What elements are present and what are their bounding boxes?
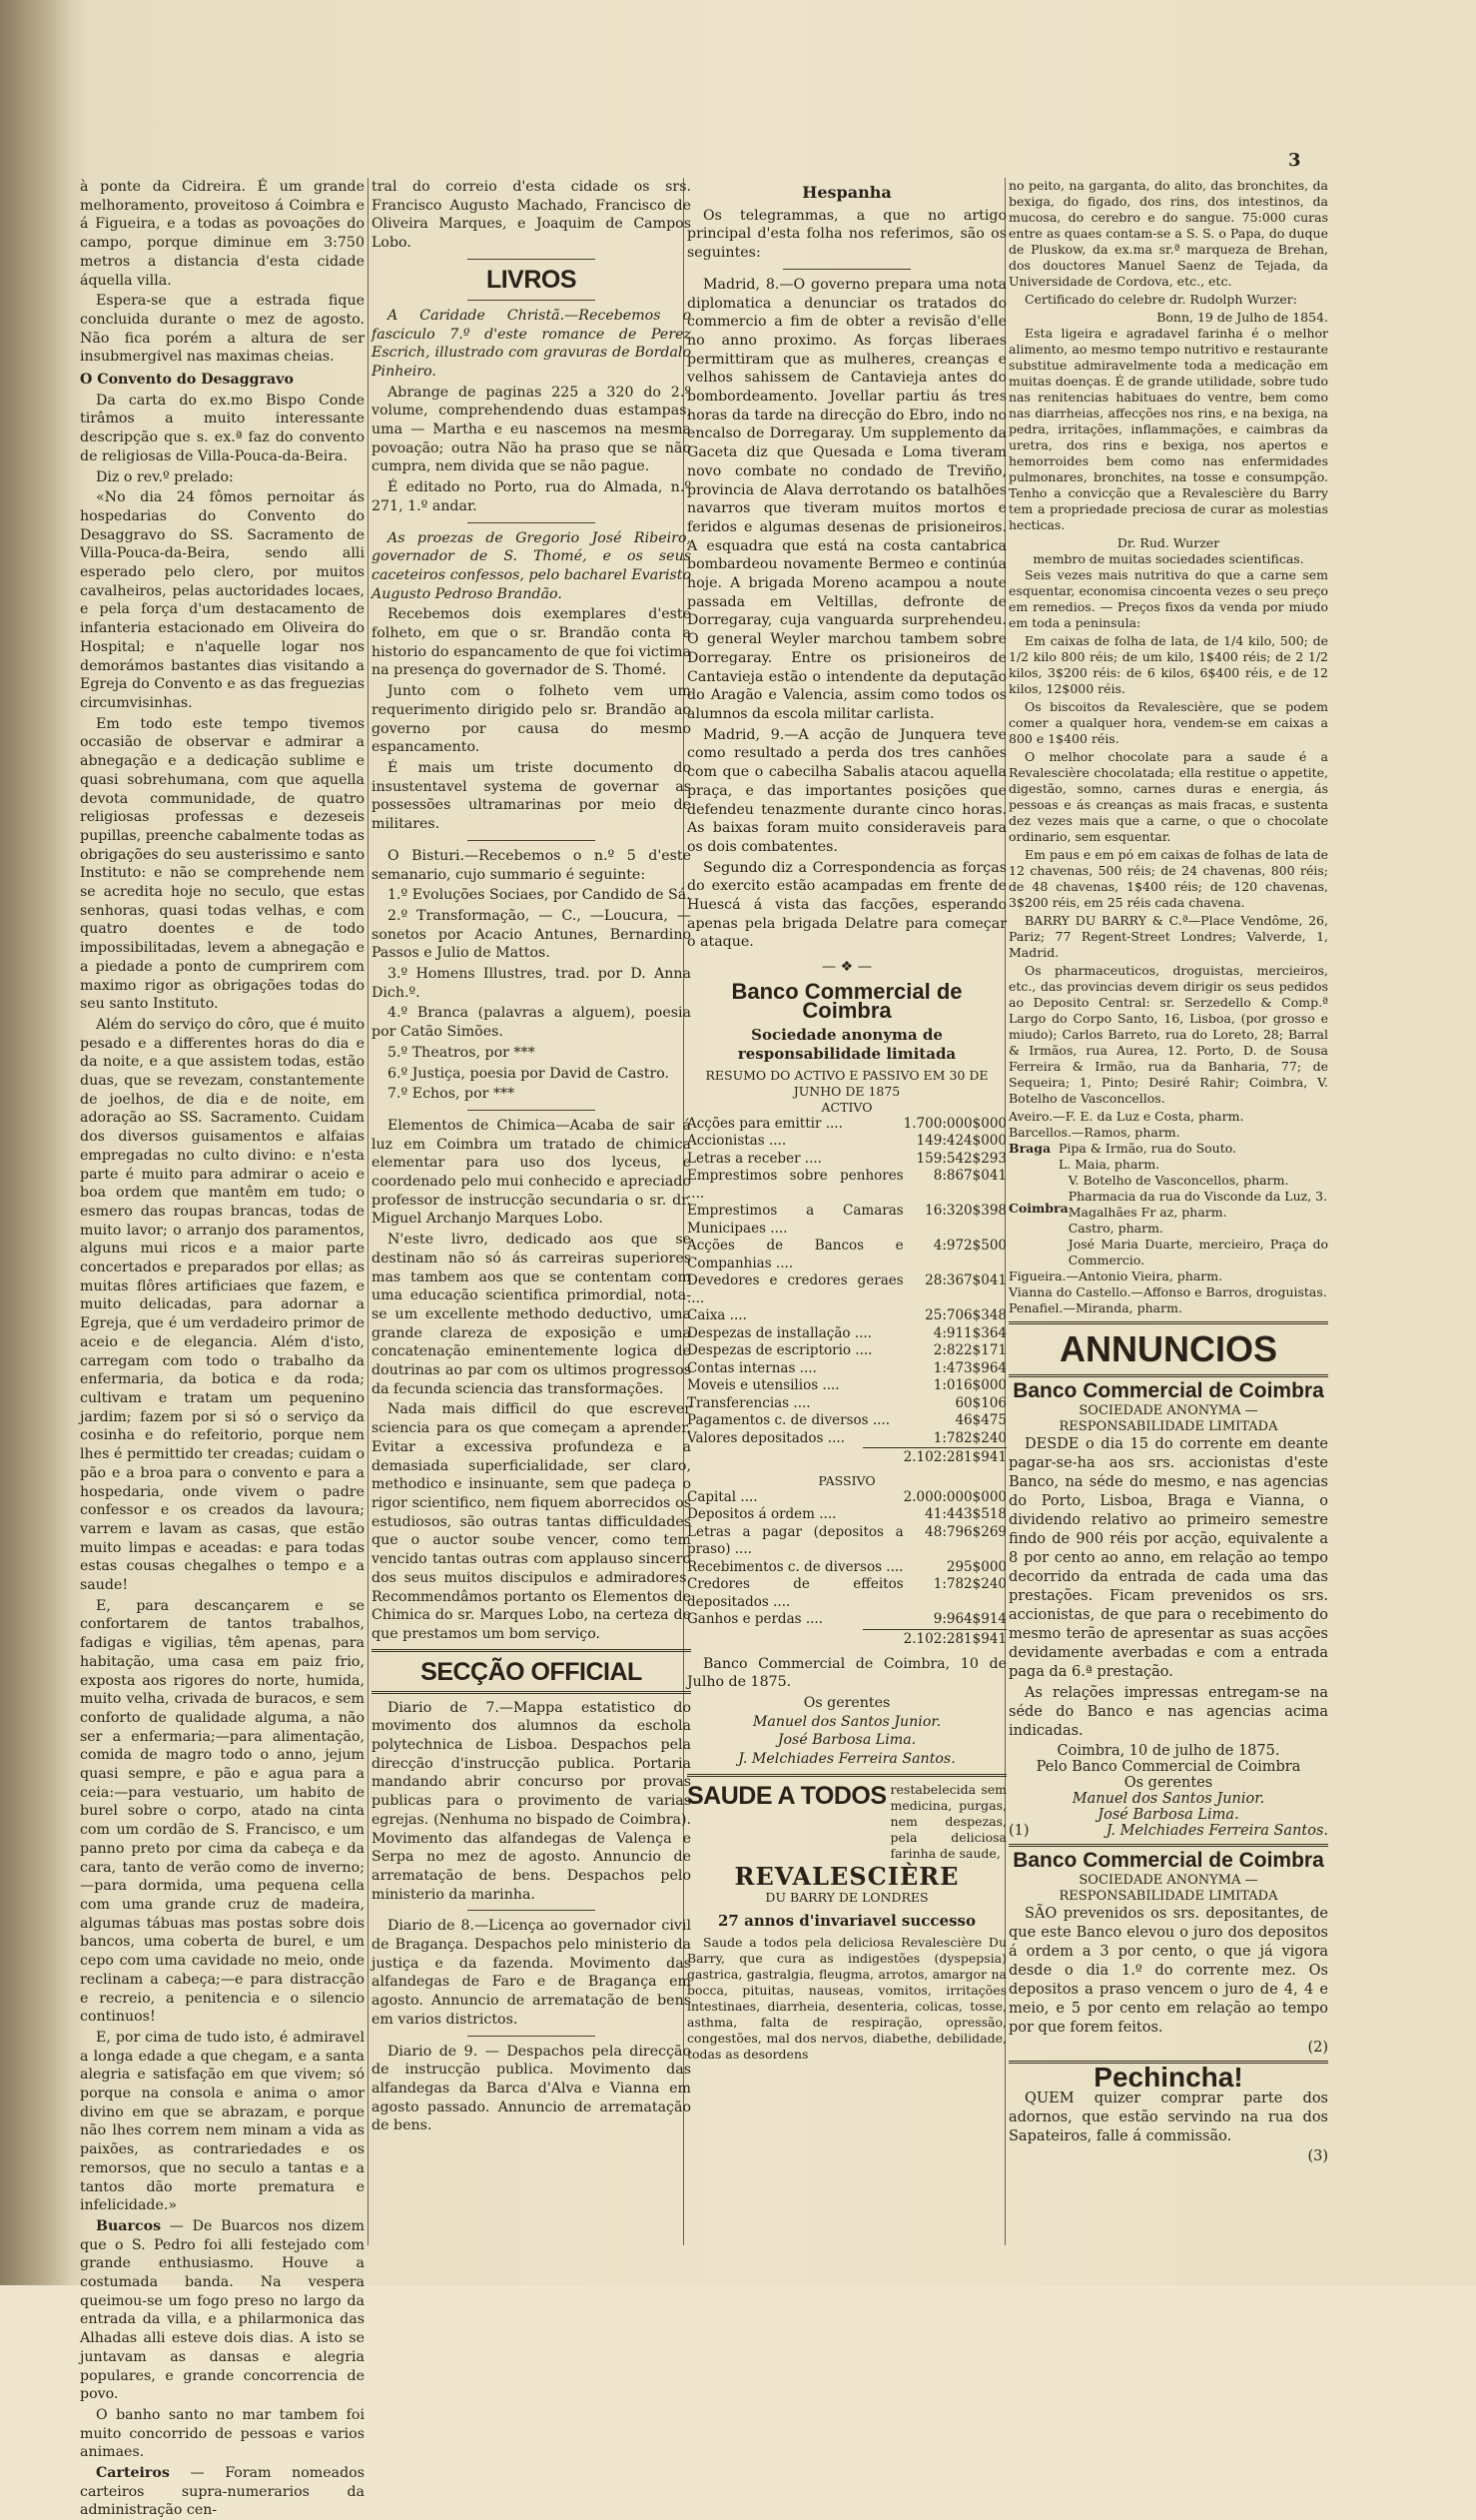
article-text: Diario de 8.—Licença ao governador civil de Bragança. Despachos pelo ministerio da justiça e da fazenda. Movimento das alfandegas de Faro e de Bragança em agosto. Annuncio de arrematação de bens em varios districtos. (371, 1918, 691, 2028)
table-cell-label: Depositos á ordem .... (687, 1506, 837, 1523)
table-row (687, 1307, 1007, 1325)
table-cell-label: Letras a pagar (depositos a praso) .... (687, 1523, 904, 1558)
table-row (687, 1524, 1007, 1559)
ad1-pelo: Pelo Banco Commercial de Coimbra (1036, 1759, 1301, 1775)
table-cell-label: Transferencias .... (687, 1394, 811, 1411)
table-cell-label: Contas internas .... (687, 1359, 817, 1376)
ad1-date: Coimbra, 10 de julho de 1875. (1057, 1743, 1280, 1759)
table-cell-label: Recebimentos c. de diversos .... (687, 1558, 904, 1575)
table-row (687, 1377, 1007, 1395)
table-row (687, 1342, 1007, 1360)
list-item: Vianna do Castello.—Affonso e Barros, droguistas. (1009, 1284, 1327, 1299)
table-cell-label: Ganhos e perdas .... (687, 1611, 824, 1628)
certificate-heading: Certificado do celebre dr. Rudolph Wurzer: (1025, 292, 1297, 307)
double-rule (371, 1649, 691, 1652)
table-cell-value: 41:443$518 (925, 1506, 1007, 1523)
table-cell-value: 2:822$171 (933, 1342, 1007, 1359)
table-row (687, 1611, 1007, 1629)
agent-name: Pharmacia da rua do Visconde da Luz, 3. (1068, 1189, 1328, 1204)
table-cell-value: 60$106 (955, 1394, 1007, 1411)
page-number: 3 (1288, 150, 1301, 171)
table-cell-value: 46$475 (955, 1412, 1007, 1429)
list-item: 3.º Homens Illustres, trad. por D. Anna Dich.º. (371, 966, 691, 1001)
section-heading: Carteiros (96, 2465, 170, 2482)
passivo-table (687, 1489, 1007, 1629)
certificate-signature: Dr. Rud. Wurzer (1116, 535, 1220, 550)
list-item (1009, 1141, 1328, 1173)
article-text: Junto com o folheto vem um requerimento dirigido pelo sr. Brandão ao governo por causa do mesmo espancamento. (371, 683, 691, 756)
article-text: Os telegrammas, a que no artigo principal d'esta folha nos referimos, são os seguintes: (687, 207, 1007, 262)
article-text: E, para descançarem e se confortarem de tantos trabalhos, fadigas e vigilias, têm apenas, para habitação, uma casa em paiz frio, exposta aos rigores do norte, humida, muito velha, crivada de buracos, e sem conforto de qualidade alguma, a não ser a enfermaria;—para alimentação, comida de magro todo o anno, jejum quasi sempre, e pão e agua para a ceia:—para vestuario, um habito de burel sobre o corpo, atado na cinta com um cordão de S. Francisco, e um panno preto por cima da cabeça e da cara, tanto de verão como de inverno;—para dormida, uma pequena cella com uma grande cruz de madeira, algumas tábuas mas postas sobre dois bancos, uma coberta de burel, e um cepo com uma cavidade no meio, onde reclinam a cabeça;—e para distracção e recreio, a penitencia e o silencio continuos! (80, 1597, 365, 2026)
table-cell-value: 1:473$964 (933, 1359, 1007, 1376)
article-text: N'este livro, dedicado aos que se destinam não só ás carreiras superiores mas tambem aos que se contentam com uma educação scientifica primordial, nota-se um excellente methodo deductivo, uma grande clareza de exposição e uma concatenação eminentemente logica de doutrinas ao par com os ultimos progressos da fecunda sciencia das transformações. (371, 1232, 691, 1397)
revalesciere-years: 27 annos d'invariavel successo (718, 1912, 976, 1931)
ad1-footer (1009, 1823, 1328, 1839)
table-cell-value: 149:424$000 (916, 1133, 1007, 1150)
separator (467, 300, 595, 301)
advert-text: Em paus e em pó em caixas de folhas de lata de 12 chavenas, 500 réis; de 24 chavenas, 800 réis; de 48 chavenas, 1$400 réis; de 120 chavenas, 3$200 réis, em 25 réis cada chavena. (1009, 847, 1328, 910)
column-1 (80, 178, 365, 2519)
list-item: 7.º Echos, por *** (387, 1086, 515, 1103)
table-cell-label: Accionistas .... (687, 1133, 787, 1150)
table-cell-value: 1:782$240 (933, 1576, 1007, 1593)
revalesciere-title: REVALESCIÈRE (734, 1861, 960, 1891)
separator (467, 2036, 595, 2037)
table-cell-value: 295$000 (946, 1558, 1007, 1575)
article-text: Em todo este tempo tivemos occasião de observar e admirar a abnegação e a dedicação sublime e quasi sobrehumana, com que aquella devota communidade, de quatro religiosas professas e dezeseis pupillas, preenche cabalmente todas as obrigações do seu austerissimo e santo Instituto: e não se comprehende nem se acredita hoje no seculo, que estas senhoras, quasi todas velhas, e com quatro doentes e de todo impossibilitadas, levem a abnegação e a piedade a ponto de cumprirem com maximo rigor as obrigações todas do seu santo Instituto. (80, 715, 365, 1013)
agent-name: Magalhães Fr az, pharm. (1068, 1205, 1227, 1220)
gerente-name: J. Melchiades Ferreira Santos. (738, 1751, 956, 1768)
table-row (687, 1430, 1007, 1448)
table-cell-value: 48:796$269 (925, 1523, 1007, 1540)
bisturi-list (371, 886, 691, 1104)
table-row (687, 1203, 1007, 1238)
list-item: Aveiro.—F. E. da Luz e Costa, pharm. (1009, 1109, 1244, 1124)
column-4 (1009, 178, 1328, 2250)
list-item: 2.º Transformação, — C., —Loucura, — sonetos por Acacio Antunes, Bernardino Passos e Julio de Mattos. (371, 907, 691, 962)
advert-text: BARRY DU BARRY & C.ª—Place Vendôme, 26, Pariz; 77 Regent-Street Londres; Valverde, 1, Madrid. (1009, 913, 1328, 960)
list-item: 6.º Justiça, poesia por David de Castro. (387, 1065, 670, 1082)
table-cell-value: 25:706$348 (925, 1307, 1007, 1324)
list-item: 1.º Evoluções Sociaes, por Candido de Sá. (387, 887, 691, 904)
article-text: É editado no Porto, rua do Almada, n.º 271, 1.º andar. (371, 479, 691, 514)
table-row (687, 1325, 1007, 1343)
table-row (687, 1116, 1007, 1134)
passivo-total: 2.102:281$941 (863, 1629, 1007, 1649)
table-cell-label: Credores de effeitos depositados .... (687, 1576, 904, 1610)
separator (467, 522, 595, 523)
table-row (687, 1151, 1007, 1169)
article-text: As proezas de Gregorio José Ribeiro, governador de S. Thomé, e os seus caceteiros confessos, pelo bacharel Evaristo Augusto Pedroso Brandão. (371, 529, 691, 602)
section-heading-hespanha: Hespanha (802, 183, 892, 202)
activo-label: ACTIVO (821, 1099, 873, 1115)
gerente-name: Manuel dos Santos Junior. (1072, 1791, 1265, 1807)
pechincha-title: Pechincha! (1094, 2062, 1243, 2093)
table-cell-value: 16:320$398 (925, 1203, 1007, 1220)
article-text: Madrid, 9.—A acção de Junquera teve como resultado a perda dos tres canhões com que o cabecilha Sabalis atacou aquella praça, e das importantes posições que defendeu tenazmente durante cinco horas. As baixas foram muito consideraveis para os dois combatentes. (687, 726, 1007, 855)
section-heading-livros: LIVROS (485, 265, 577, 294)
passivo-label: PASSIVO (818, 1472, 876, 1488)
table-row (687, 1506, 1007, 1524)
revalesciere-subtitle: DU BARRY DE LONDRES (765, 1890, 929, 1906)
agent-name: L. Maia, pharm. (1059, 1157, 1160, 1172)
gerente-name: Manuel dos Santos Junior. (752, 1713, 942, 1730)
agent-name: Pipa & Irmão, rua do Souto. (1059, 1141, 1237, 1156)
certificate-signature-title: membro de muitas sociedades scientificas. (1033, 551, 1304, 566)
list-item: 4.º Branca (palavras a alguem), poesia por Catão Simões. (371, 1005, 691, 1041)
table-row (687, 1238, 1007, 1272)
banco-title: Banco Commercial de Coimbra (731, 978, 963, 1023)
resumo-heading: RESUMO DO ACTIVO E PASSIVO EM 30 DE JUNHO DE 1875 (705, 1067, 989, 1099)
section-heading-seccao-official: SECÇÃO OFFICIAL (420, 1657, 642, 1686)
agent-list (1009, 1109, 1328, 1316)
double-rule (1009, 1321, 1328, 1324)
section-heading: O Convento do Desaggravo (80, 372, 294, 389)
double-rule (1009, 1844, 1328, 1847)
banco-date: Banco Commercial de Coimbra, 10 de Julho de 1875. (687, 1655, 1007, 1691)
table-cell-label: Capital .... (687, 1488, 758, 1505)
ad1-text: As relações impressas entregam-se na séde do Banco e nas agencias acima indicadas. (1009, 1685, 1328, 1739)
article-text: Espera-se que a estrada fique concluida durante o mez de agosto. Não fica porém a altura de ser insubmergivel nas maximas cheias. (80, 293, 365, 366)
city-label: Braga (1009, 1141, 1052, 1156)
article-text: — Foram nomeados carteiros supra-numerarios da administração cen- (80, 2465, 365, 2519)
ad-number: (1) (1009, 1823, 1030, 1839)
article-text: A Caridade Christã.—Recebemos o fasciculo 7.º d'este romance de Perez Escrich, illustrado com gravuras de Bordalo Pinheiro. (371, 307, 691, 380)
table-cell-label: Acções para emittir .... (687, 1115, 843, 1132)
ad1-title: Banco Commercial de Coimbra (1013, 1379, 1324, 1402)
column-rule (368, 178, 369, 2245)
double-rule (371, 1691, 691, 1694)
advert-text: Seis vezes mais nutritiva do que a carne sem esquentar, economisa cincoenta vezes o seu preço em remedios. — Preços fixos da venda por miudo em toda a peninsula: (1009, 567, 1328, 630)
section-heading: Buarcos (96, 2217, 162, 2234)
article-text: Abrange de paginas 225 a 320 do 2.º volume, comprehendendo duas estampas, uma — Martha e eu nascemos na mesma povoação; outra Não ha praso que se não cumpra, nem divida que se não pague. (371, 384, 691, 475)
article-text: tral do correio d'esta cidade os srs. Francisco Augusto Machado, Francisco de Oliveira Marques, e Joaquim de Campos Lobo. (371, 179, 691, 252)
ad1-subtitle: SOCIEDADE ANONYMA — RESPONSABILIDADE LIMITADA (1059, 1403, 1278, 1434)
table-row (687, 1360, 1007, 1378)
list-item: Penafiel.—Miranda, pharm. (1009, 1300, 1182, 1315)
certificate-place-date: Bonn, 19 de Julho de 1854. (1156, 310, 1328, 325)
gerentes-label: Os gerentes (803, 1694, 891, 1711)
table-cell-value: 4:911$364 (933, 1324, 1007, 1341)
column-3 (687, 178, 1007, 2250)
table-row (687, 1576, 1007, 1611)
list-item: Barcellos.—Ramos, pharm. (1009, 1125, 1180, 1140)
table-cell-label: Moveis e utensilios .... (687, 1377, 840, 1394)
table-cell-label: Emprestimos a Camaras Municipaes .... (687, 1203, 904, 1237)
article-text: Da carta do ex.mo Bispo Conde tirâmos a muito interessante descripção que s. ex.ª faz do convento de religiosas de Villa-Pouca-da-Beira. (80, 392, 365, 464)
article-text: Nada mais difficil do que escrever sciencia para os que começam a aprender. Evitar a excessiva profundeza e a demasiada superficialidade, ser claro, methodico e insinuante, sem que padeça o rigor scientifico, nem fiquem aborrecidos os estudiosos, são outras tantas difficuldades que o auctor soube vencer, como tem vencido tantas outras com applauso sincero dos seus muitos discipulos e admiradores. Recommendâmos portanto os Elementos de Chimica do sr. Marques Lobo, na certeza de que prestamos um bom serviço. (371, 1401, 691, 1642)
table-row (687, 1272, 1007, 1307)
advert-text: Os biscoitos da Revalescière, que se podem comer a qualquer hora, vendem-se em caixas a 800 e 1$400 réis. (1009, 699, 1328, 746)
activo-total: 2.102:281$941 (863, 1447, 1007, 1467)
table-row (687, 1489, 1007, 1507)
article-text: «No dia 24 fômos pernoitar ás hospedarias do Convento do Desaggravo do SS. Sacramento de Villa-Pouca-da-Beira, sendo alli esperado pelo clero, por muitos cavalheiros, pelas auctoridades locaes, e pela força d'um destacamento de infanteria estacionado em Oliveira do Hospital; e n'aquelle logar nos demorámos bastantes dias visitando a Egreja do Convento e as das freguezias circumvisinhas. (80, 489, 365, 711)
list-item: 5.º Theatros, por *** (387, 1044, 535, 1061)
table-cell-value: 1:016$000 (933, 1377, 1007, 1394)
article-text: Madrid, 8.—O governo prepara uma nota diplomatica a denunciar os tratados do commercio a fim de obter a revisão d'elle no anno proximo. As forças liberaes permittiram que as mulheres, creanças e velhos sahissem de Cantavieja antes do bombordeamento. Jovellar partiu ás tres horas da tarde na direcção do Ebro, indo no encalso de Dorregaray. Um supplemento da Gaceta diz que Quesada e Loma tiveram novo combate no condado de Treviño, provincia de Alava derrotando os batalhões navarros que tiveram muitos mortos e feridos e algumas desenas de prisioneiros. A esquadra que está na costa cantabrica bombardeou novamente Bermeo e continúa hoje. A brigada Moreno acampou a noute passada em Veltillas, defronte de Dorregaray, cuja vanguarda surprehendeu. O general Weyler marchou tambem sobre Dorregaray. Entre os prisioneiros de Cantavieja estão o intendente da deputação do Aragão e Valencia, assim como todos os alumnos da escola militar carlista. (687, 276, 1007, 722)
article-text: Recebemos dois exemplares d'este folheto, em que o sr. Brandão conta a historio do espancamento de que foi victima na presença do governador de S. Thomé. (371, 606, 691, 679)
saude-advert-header (687, 1782, 1007, 1862)
article-text: Diz o rev.º prelado: (96, 468, 234, 485)
article-text: Elementos de Chimica—Acaba de sair á luz em Coimbra um tratado de chimica elementar para uso dos lyceus, e coordenado pelo mui conhecido e apreciado professor de instrucção secundaria o sr. dr. Miguel Archanjo Marques Lobo. (371, 1117, 691, 1228)
separator (467, 1910, 595, 1911)
double-rule (687, 1774, 1007, 1777)
ad2-subtitle: SOCIEDADE ANONYMA — RESPONSABILIDADE LIMITADA (1059, 1873, 1278, 1904)
article-text (80, 2217, 365, 2404)
agent-name: Castro, pharm. (1068, 1221, 1163, 1236)
list-item (1009, 1173, 1328, 1268)
article-text: O banho santo no mar tambem foi muito concorrido de pessoas e varios animaes. (80, 2406, 365, 2461)
agent-group (1059, 1141, 1236, 1173)
table-cell-label: Emprestimos sobre penhores .... (687, 1168, 904, 1202)
article-text: E, por cima de tudo isto, é admiravel a longa edade a que chegam, e a santa alegria e satisfação em que vivem; só porque na consola e anima o amor divino em que se abrazam, e porque não lhes correm nem minam a vida as paixões, as contrariedades e os remorsos, que no seculo a tantas e a tantos dão morte prematura e infelicidade.» (80, 2029, 365, 2214)
article-text: Além do serviço do côro, que é muito pesado e a differentes horas do dia e da noite, e a que assistem todas, estão duas, que se revezam, constantemente de joelhos, de dia e de noite, em adoração ao SS. Sacramento. Cuidam dos diversos guisamentos e alfaias empregadas no culto divino: e n'esta parte é muito para admirar o aceio e boa ordem que mantêm em tudo; o esmero das roupas brancas, todas de muito lavor; o arranjo dos paramentos, alguns mui ricos e a maior parte concertados e preparados por ellas; as muitas flôres artificiaes que fazem, e muito delicadas, para adornar a Egreja, que é um verdadeiro primor de aceio e de elegancia. Além d'isto, carregam com todo o trabalho da enfermaria, da botica e da roda; cultivam e tratam um pequenino jardim; fazem por si só o serviço da cosinha e do refeitorio, porque nem lhes é permittido ter creadas; cuidam o pão e a broa para o convento e para a hospedaria, onde vivem o padre confessor e os creados da lavoura; varrem e lavam as casas, que estão muito limpas e aceadas: e para todas estas cousas chegalhes o tempo e a saude! (80, 1016, 365, 1594)
table-cell-value: 9:964$914 (933, 1611, 1007, 1628)
gerente-name: José Barbosa Lima. (777, 1732, 917, 1749)
table-cell-value: 1.700:000$000 (903, 1115, 1007, 1132)
article-text: Diario de 7.—Mappa estatistico do movimento dos alumnos da eschola polytechnica de Lisboa. Despachos pela direcção d'instrucção publica. Portaria mandando abrir concurso por provas publicas para o provimento de varias egrejas. (Nenhuma no bispado de Coimbra). Movimento das alfandegas de Valença e Serpa no mez de agosto. Annuncio de arrematação de bens. Despachos pelo ministerio da marinha. (371, 1699, 691, 1903)
table-cell-value: 2.000:000$000 (903, 1488, 1007, 1505)
ad-number: (3) (1307, 2148, 1328, 2164)
table-cell-label: Devedores e credores geraes .... (687, 1272, 904, 1306)
article-text (80, 2464, 365, 2520)
advert-text: O melhor chocolate para a saude é a Revalescière chocolatada; ella restitue o appetite, digestão, somno, carnes duras e energia, ás pessoas e ás creanças as mais fracas, e sustenta dez vezes mais que a carne, o que o chocolate ordinario, sem esquentar. (1009, 749, 1328, 844)
table-cell-value: 4:972$500 (933, 1238, 1007, 1255)
pechincha-text: QUEM quizer comprar parte dos adornos, que estão servindo na rua dos Sapateiros, falle á commissão. (1009, 2091, 1328, 2144)
advert-text: Esta ligeira e agradavel farinha é o melhor alimento, ao mesmo tempo nutritivo e restaurante substitue admiravelmente toda a medicação em muitas doenças. É de grande utilidade, sobre tudo nas renitencias habituaes do ventre, bem como nas diarrheias, affecções nos rins, e na bexiga, na pedra, irritações, inflammações, e caimbras da uretra, dos rins e bexiga, nos apertos e hemorroides bem como nas enfermidades pulmonares, bronchites, na tosse e consumpção. Tenho a convicção que a Revalescière du Barry tem a propriedade preciosa de curar as molestias hecticas. (1009, 326, 1328, 532)
table-cell-value: 159:542$293 (916, 1150, 1007, 1167)
table-cell-value: 8:867$041 (933, 1168, 1007, 1185)
banco-subtitle: Sociedade anonyma de responsabilidade limitada (737, 1026, 957, 1063)
advert-text: Os pharmaceuticos, droguistas, mercieiros, etc., das provincias devem dirigir os seus pedidos ao Deposito Central: sr. Serzedello & Comp.ª Largo do Corpo Santo, 16, Lisboa, (por grosso e miudo); Carlos Barreto, rua do Loreto, 28; Barral & Irmãos, rua Aurea, 12. Porto, D. de Sousa Ferreira & Irmão, rua da Banharia, 77; de Sequeira; 1, Pinto; Desiré Rahir; Coimbra, V. Botelho de Vasconcellos. (1009, 963, 1328, 1106)
ad-number: (2) (1307, 2040, 1328, 2056)
table-cell-value: 1:782$240 (933, 1429, 1007, 1446)
column-2 (371, 178, 691, 2250)
advert-text: no peito, na garganta, do alito, das bronchites, da bexiga, do figado, dos rins, dos intestinos, da mucosa, do cerebro e do sangue. 75:000 curas entre as quaes contam-se a S. S. o Papa, do duque de Pluskow, da ex.ma sr.ª marqueza de Brehan, dos douctores Manuel Saenz de Tejada, da Universidade de Cordova, etc., etc. (1009, 178, 1328, 289)
activo-table (687, 1116, 1007, 1448)
table-cell-label: Acções de Bancos e Companhias .... (687, 1238, 904, 1271)
gerente-name: José Barbosa Lima. (1098, 1807, 1239, 1823)
separator (783, 269, 911, 270)
table-cell-label: Pagamentos c. de diversos .... (687, 1412, 891, 1429)
agent-name: José Maria Duarte, mercieiro, Praça do Commercio. (1068, 1237, 1328, 1267)
book-binding-gutter (0, 0, 70, 2285)
separator (467, 840, 595, 841)
list-item: Figueira.—Antonio Vieira, pharm. (1009, 1268, 1223, 1283)
table-cell-label: Valores depositados .... (687, 1429, 845, 1446)
advert-text: Saude a todos pela deliciosa Revalescière Du Barry, que cura as indigestões (dyspepsia) gastrica, gastralgia, fleugma, arrotos, amargor na bocca, pituitas, nauseas, vomitos, irritações intestinaes, diarrheia, desenteria, colicas, tosse, asthma, falta de respiração, opressão, congestões, mal dos nervos, diabethe, debilidade, todas as desordens (687, 1935, 1007, 2063)
table-row (687, 1412, 1007, 1430)
agent-group (1069, 1173, 1328, 1268)
separator (467, 1110, 595, 1111)
table-cell-label: Letras a receber .... (687, 1150, 822, 1167)
agent-name: V. Botelho de Vasconcellos, pharm. (1068, 1173, 1289, 1188)
double-rule (1009, 1374, 1328, 1377)
ornament-divider: — ❖ — (821, 959, 873, 976)
city-label: Coimbra (1009, 1201, 1069, 1216)
saude-side-text: restabelecida sem medicina, purgas, nem despezas, pela deliciosa farinha de saude, (890, 1781, 1007, 1861)
article-text: Diario de 9. — Despachos pela direcção de instrucção publica. Movimento das alfandegas da Barca d'Alva e Vianna em agosto passado. Annuncio de arrematação de bens. (371, 2043, 691, 2134)
table-row (687, 1395, 1007, 1413)
advert-text: Em caixas de folha de lata, de 1/4 kilo, 500; de 1/2 kilo 800 réis; de um kilo, 1$400 réis; de 2 1/2 kilos, 3$200 réis: de 6 kilos, 6$400 réis, e de 12 kilos, 12$000 réis. (1009, 633, 1328, 696)
article-text: à ponte da Cidreira. É um grande melhoramento, proveitoso á Coimbra e á Figueira, e a todas as povoações do campo, porque diminue em 3:750 metros a distancia d'esta cidade áquella villa. (80, 179, 365, 289)
article-text: — De Buarcos nos dizem que o S. Pedro foi alli festejado com grande enthusiasmo. Houve a costumada banda. Na vespera queimou-se um fogo preso no largo da entrada da villa, e a philarmonica das Alhadas alli esteve dois dias. A isto se juntavam as dansas e alegria populares, e grande concorrencia de povo. (80, 2217, 365, 2403)
table-row (687, 1133, 1007, 1151)
annuncios-heading: ANNUNCIOS (1059, 1328, 1277, 1369)
table-cell-label: Caixa .... (687, 1307, 747, 1324)
table-cell-label: Despezas de escriptorio .... (687, 1342, 873, 1359)
table-cell-value: 28:367$041 (925, 1272, 1007, 1289)
article-text: Segundo diz a Correspondencia as forças do exercito estão acampadas em frente de Huescá á vista das facções, esperando apenas pela brigada Delatre para começar o ataque. (687, 859, 1007, 951)
table-row (687, 1168, 1007, 1203)
table-cell-label: Despezas de installação .... (687, 1324, 872, 1341)
saude-title: SAUDE A TODOS (687, 1781, 887, 1810)
ad1-gerentes: Os gerentes (1123, 1775, 1213, 1791)
article-text: É mais um triste documento do insustentavel systema de governar as possessões ultramarinas por meio de militares. (371, 759, 691, 833)
gerente-name: J. Melchiades Ferreira Santos. (1106, 1823, 1328, 1839)
separator (467, 259, 595, 260)
ad2-text: SÃO prevenidos os srs. depositantes, de que este Banco elevou o juro dos depositos á ordem a 3 por cento, o que já vigora desde o dia 1.º do corrente mez. Os depositos a praso vencem o juro de 4, 4 e meio, e 5 por cento em relação ao tempo por que forem feitos. (1009, 1906, 1328, 2036)
ad1-text: DESDE o dia 15 do corrente em deante pagar-se-ha aos srs. accionistas d'este Banco, na séde do mesmo, e nas agencias do Porto, Lisboa, Braga e Vianna, o dividendo relativo ao primeiro semestre findo de 900 réis por acção, equivalente a 8 por cento ao anno, em relação ao tempo decorrido da entrada de cada uma das prestações. Ficam prevenidos os srs. accionistas, de que para o recebimento do mesmo terão de apresentar as suas acções devidamente averbadas e com a entrada paga da 6.ª prestação. (1009, 1436, 1328, 1680)
ad2-title: Banco Commercial de Coimbra (1013, 1849, 1324, 1872)
article-text: O Bisturi.—Recebemos o n.º 5 d'este semanario, cujo summario é seguinte: (371, 847, 691, 883)
table-row (687, 1559, 1007, 1577)
